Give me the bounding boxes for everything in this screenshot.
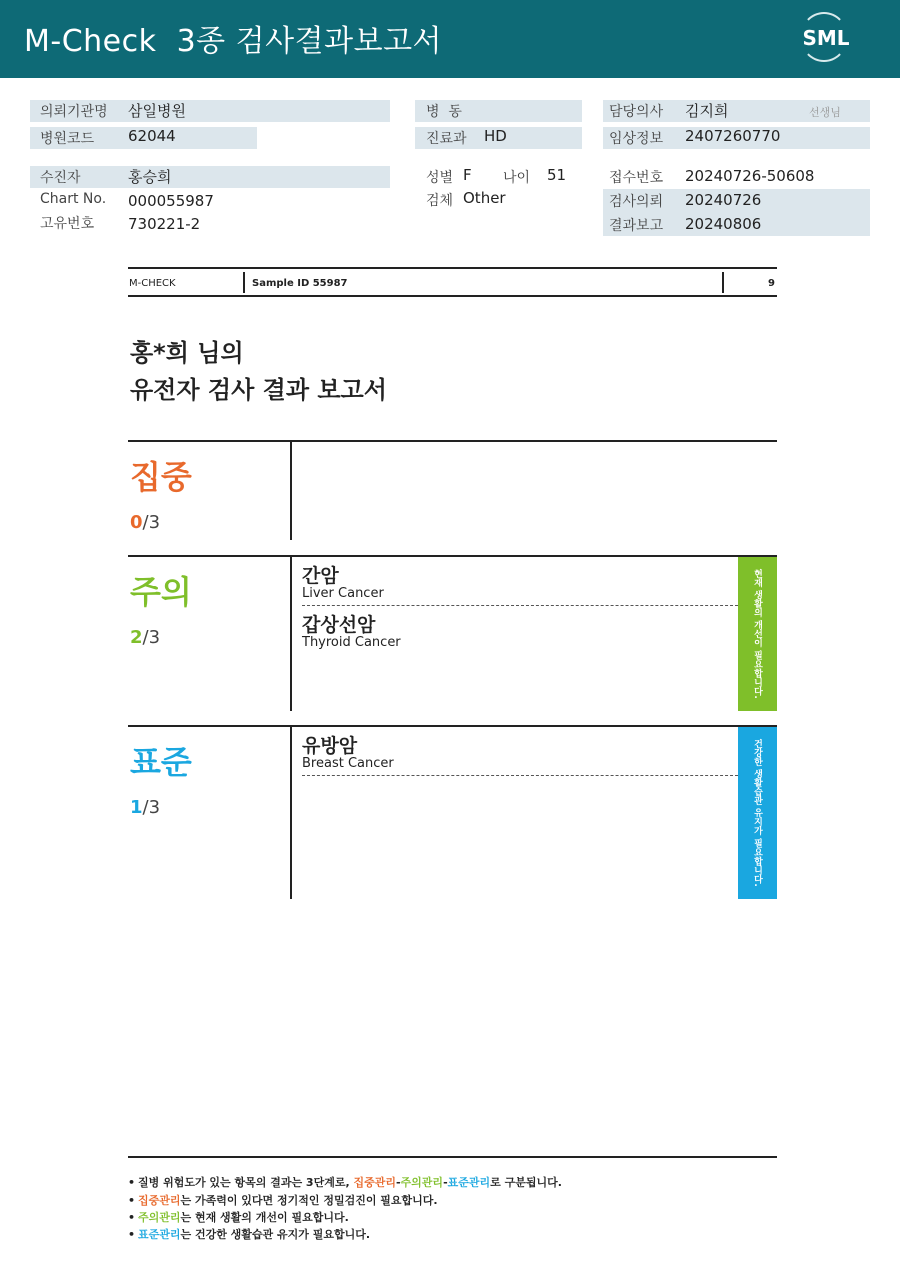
focus-category-name: 집중: [130, 458, 192, 496]
note-dash: -: [443, 1176, 448, 1189]
bullet: •: [128, 1194, 136, 1207]
institution-label: 의뢰기관명: [40, 104, 108, 120]
result-item-en: Thyroid Cancer: [302, 635, 401, 650]
note-text: 는 건강한 생활습관 유지가 필요합니다.: [180, 1228, 371, 1241]
caution-side-tab: [738, 557, 777, 711]
sex-label: 성별: [426, 170, 454, 186]
dept-value: HD: [484, 127, 507, 145]
note-caution-tag: 주의관리: [400, 1176, 444, 1189]
caution-section-rule: [128, 555, 777, 557]
focus-count-total: /3: [142, 512, 161, 533]
sample-bar-divider: [243, 272, 245, 293]
note-text: 는 가족력이 있다면 정기적인 정밀검진이 필요합니다.: [180, 1194, 438, 1207]
report-header-bar: [0, 0, 900, 78]
focus-section-rule: [128, 440, 777, 442]
doctor-value: 김지희: [685, 102, 729, 120]
sample-id: Sample ID 55987: [252, 278, 348, 289]
footer-note: [128, 1209, 349, 1225]
result-item-en: Breast Cancer: [302, 756, 394, 771]
request-value: 20240726: [685, 191, 762, 209]
patient-value: 홍승희: [128, 168, 172, 186]
age-value: 51: [547, 166, 567, 184]
clinical-label: 임상정보: [609, 131, 664, 147]
unique-number-label: 고유번호: [40, 216, 95, 232]
caution-count-total: /3: [142, 627, 161, 648]
clinical-value: 2407260770: [685, 127, 781, 145]
bullet: •: [128, 1176, 136, 1189]
institution-value: 삼일병원: [128, 102, 186, 120]
ward-label: 병 동: [426, 104, 462, 120]
doctor-suffix: 선생님: [809, 106, 841, 119]
dept-label: 진료과: [426, 131, 467, 147]
caution-category-name: 주의: [130, 573, 192, 611]
result-item-ko: 유방암: [302, 735, 358, 757]
note-dash: -: [395, 1176, 401, 1189]
patient-row: [30, 166, 390, 188]
note-focus-tag: 집중관리: [353, 1176, 396, 1189]
patient-label: 수진자: [40, 170, 81, 186]
sml-logo: [796, 12, 856, 66]
sample-bar-brand: M-CHECK: [129, 278, 176, 289]
caution-count-value: 2: [130, 627, 143, 648]
sample-bar-bottom-rule: [128, 295, 777, 297]
bullet: •: [128, 1211, 136, 1224]
specimen-value: Other: [463, 189, 506, 207]
request-label: 검사의뢰: [609, 194, 664, 210]
note-caution-tag: 주의관리: [138, 1211, 181, 1224]
standard-category-count: [130, 797, 160, 818]
focus-section-divider: [290, 442, 292, 540]
receipt-label: 접수번호: [609, 170, 664, 186]
note-standard-tag: 표준관리: [138, 1228, 181, 1241]
standard-side-tab: [738, 727, 777, 899]
result-item-ko: 갑상선암: [302, 614, 376, 636]
doctor-label: 담당의사: [609, 104, 664, 120]
note-text: 는 현재 생활의 개선이 필요합니다.: [180, 1211, 349, 1224]
standard-section-divider: [290, 727, 292, 899]
standard-count-total: /3: [142, 797, 161, 818]
result-item-en: Liver Cancer: [302, 586, 384, 601]
sex-value: F: [463, 166, 472, 184]
report-header-title: M-Check 3종 검사결과보고서: [24, 24, 443, 59]
standard-section-rule: [128, 725, 777, 727]
note-text: 로 구분됩니다.: [490, 1176, 562, 1189]
receipt-value: 20240726-50608: [685, 167, 815, 185]
result-item-ko: 간암: [302, 565, 339, 587]
footer-rule: [128, 1156, 777, 1158]
hospital-code-value: 62044: [128, 127, 176, 145]
caution-section-divider: [290, 557, 292, 711]
report-label: 결과보고: [609, 218, 664, 234]
report-value: 20240806: [685, 215, 762, 233]
page-number: 9: [768, 278, 775, 289]
item-separator: [302, 605, 738, 606]
standard-count-value: 1: [130, 797, 143, 818]
caution-side-tab-text: 현재 생활의 개선이 필요합니다.: [752, 569, 762, 699]
report-title-line1: 홍*희 님의: [130, 339, 244, 367]
unique-number-value: 730221-2: [128, 215, 201, 233]
caution-category-count: [130, 627, 160, 648]
footer-note: [128, 1226, 370, 1242]
standard-side-tab-text: 건강한 생활습관 유지가 필요합니다.: [752, 739, 762, 887]
age-label: 나이: [503, 170, 531, 186]
focus-count-value: 0: [130, 512, 143, 533]
item-separator: [302, 775, 738, 776]
sample-bar-divider: [722, 272, 724, 293]
footer-note: [128, 1192, 438, 1208]
logo-text: SML: [802, 26, 850, 50]
footer-note: [128, 1174, 562, 1190]
note-text: 질병 위험도가 있는 항목의 결과는 3단계로,: [138, 1176, 354, 1189]
bullet: •: [128, 1228, 136, 1241]
specimen-label: 검체: [426, 193, 454, 209]
sample-bar-top-rule: [128, 267, 777, 269]
note-standard-tag: 표준관리: [447, 1176, 491, 1189]
chart-label: Chart No.: [40, 191, 107, 207]
chart-value: 000055987: [128, 192, 214, 210]
focus-category-count: [130, 512, 160, 533]
report-title-line2: 유전자 검사 결과 보고서: [130, 376, 387, 404]
standard-category-name: 표준: [130, 743, 192, 781]
note-focus-tag: 집중관리: [138, 1194, 181, 1207]
hospital-code-label: 병원코드: [40, 131, 95, 147]
